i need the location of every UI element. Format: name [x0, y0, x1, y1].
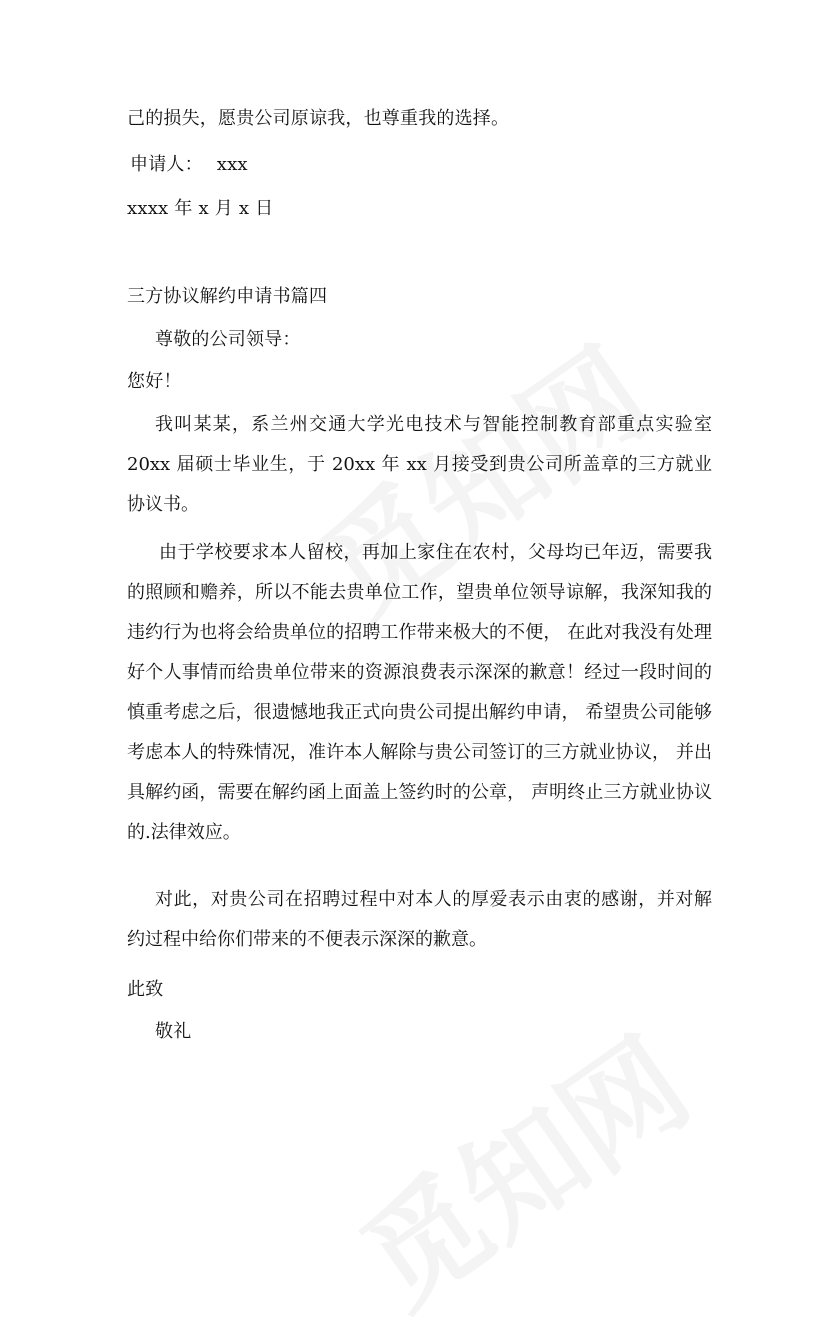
paragraph-2: 由于学校要求本人留校，再加上家住在农村，父母均已年迈，需要我的照顾和赡养，所以不能去贵单位工作，望贵单位领导谅解，我深知我的违约行为也将会给贵单位的招聘工作带来极大的不便， 在此对我没有处理好个人事情而给贵单位带来的资源浪费表示深深的歉意！经过一段时间的慎重考虑之后，很遗憾地我正式向贵公司提出解约申请， 希望贵公司能够考虑本人的特殊情况，准许本人解除与贵公司签订的三方就业协议， 并出具解约函，需要在解约函上面盖上签约时的公章， 声明终止三方就业协议的.法律效应。 — [127, 542, 712, 843]
paragraph-3: 对此，对贵公司在招聘过程中对本人的厚爱表示由衷的感谢，并对解约过程中给你们带来的不便表示深深的歉意。 — [127, 889, 712, 950]
greeting: 您好！ — [127, 371, 182, 392]
applicant-name: xxx — [216, 154, 248, 175]
section-title: 三方协议解约申请书篇四 — [127, 286, 328, 307]
applicant-label: 申请人： — [130, 154, 203, 175]
closing-line-1: 此致 — [127, 979, 164, 1000]
watermark-bottom — [323, 992, 717, 1339]
applicant-line — [130, 153, 248, 177]
date-line: xxxx 年 x 月 x 日 — [127, 198, 274, 219]
continuation-line: 己的损失，愿贵公司原谅我，也尊重我的选择。 — [127, 108, 510, 129]
paragraph-1: 我叫某某，系兰州交通大学光电技术与智能控制教育部重点实验室 20xx 届硕士毕业生，于 20xx 年 xx 月接受到贵公司所盖章的三方就业协议书。 — [127, 414, 712, 515]
closing-line-2: 敬礼 — [155, 1021, 192, 1042]
salutation: 尊敬的公司领导： — [155, 329, 301, 350]
